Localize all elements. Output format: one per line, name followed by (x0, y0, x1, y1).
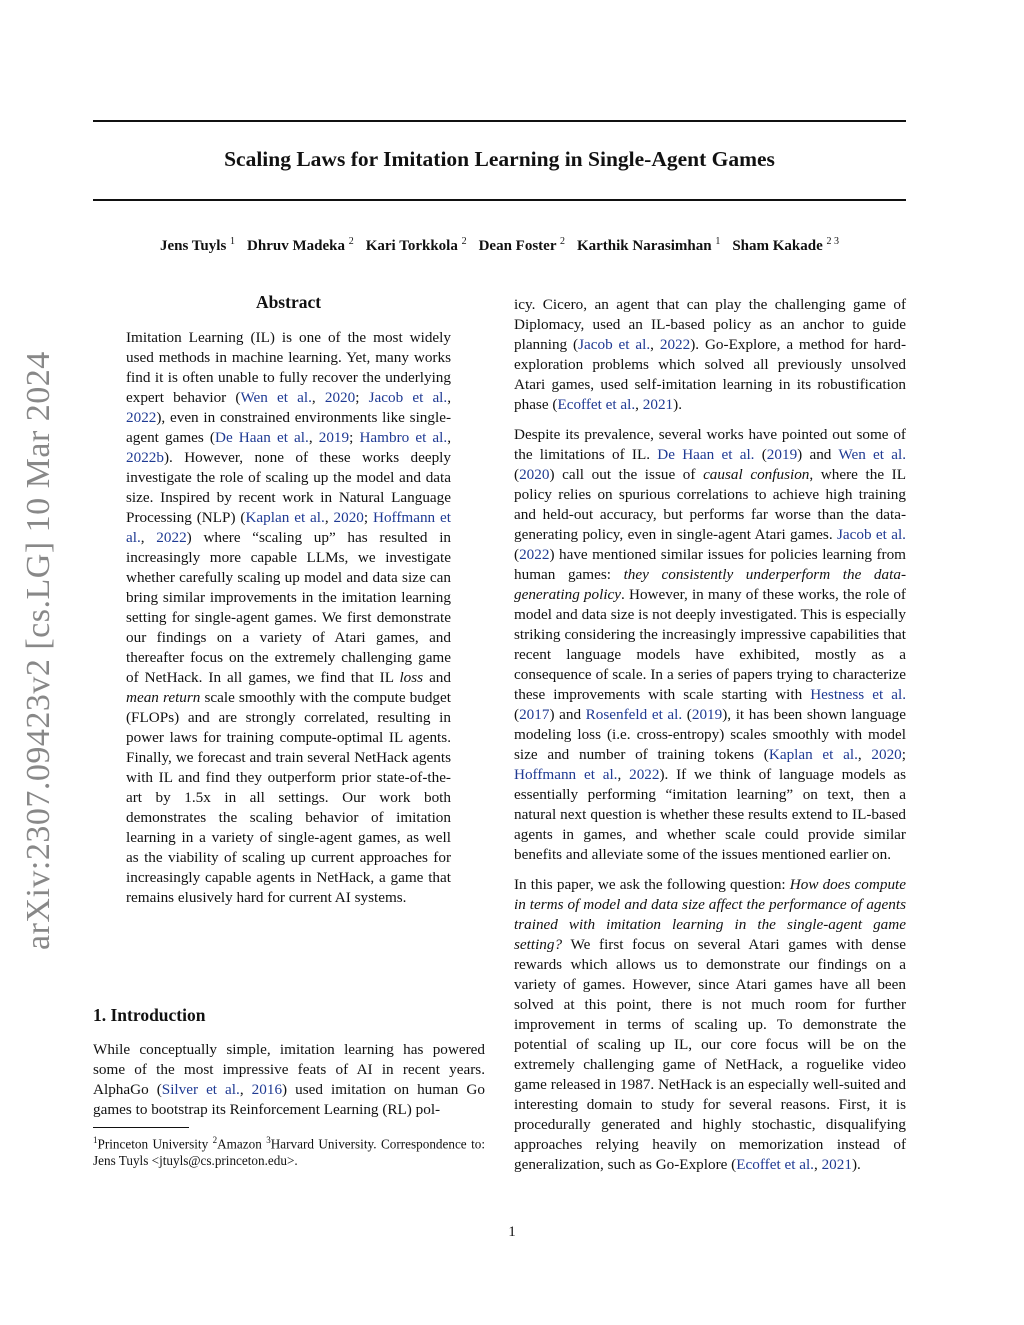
text-run: ). (673, 396, 682, 413)
author-name-text: Dean Foster (478, 238, 557, 254)
author-affiliation-marker: 2 (461, 236, 467, 247)
citation-link[interactable]: 2019 (766, 446, 798, 463)
text-run: We first focus on several Atari games with dense rewards which allows us to demonstrate our findings on a variety of games. However, since Atari games have all been solved at this point, there is not much room for further improvement in terms of scaling up. To demonstrate the potential of scaling up IL, our core focus will be on the extremely challenging game of NetHack, a roguelike video game released in 1987. NetHack is an especially well-suited and interesting domain to study for several reasons. First, it is procedurally generated and highly stochastic, disqualifying approaches relying heavily on memorization instead of generalization, such as Go-Explore ( (514, 936, 906, 1173)
text-run: Despite its prevalence, several works have pointed out some of the limitations of IL. (514, 426, 906, 463)
text-run: , (140, 529, 157, 546)
text-run: , where the IL policy relies on spurious correlations to achieve high training and held-out accuracy, but performs far worse than the data-generating policy, even in single-agent Atari games. (514, 466, 907, 543)
abstract-heading: Abstract (255, 292, 322, 312)
text-run: ; (363, 509, 373, 526)
text-run: ( (514, 706, 520, 723)
citation-link[interactable]: Rosenfeld et al. (585, 706, 683, 723)
citation-link[interactable]: Wen et al. (240, 389, 312, 406)
text-run: , (813, 1156, 822, 1173)
title-bottom-rule (93, 199, 906, 201)
citation-link[interactable]: Hoffmann et al. (514, 766, 618, 783)
text-run: , (447, 389, 451, 406)
text-run: , (308, 429, 319, 446)
text-run: ). If we think of language models as essentially performing “imitation learning” on text, then a natural next question is whether these results extend to IL-based agents in games, and whether scale could provide similar benefits and alleviate some of the issues mentioned earlier on. (514, 766, 907, 863)
introduction-paragraph-2 (514, 295, 906, 415)
introduction-left-column (93, 1040, 485, 1120)
author-list (93, 236, 906, 255)
citation-link[interactable]: 2022 (629, 766, 660, 783)
author-name-text: Sham Kakade (732, 238, 823, 254)
title-top-rule (93, 120, 906, 122)
author-name (479, 238, 565, 254)
text-run: Imitation Learning (IL) is one of the most widely used methods in machine learning. Yet, many works find it is often unable to fully recover the underlying expert behavior ( (126, 329, 451, 406)
citation-link[interactable]: Jacob et al. (578, 336, 651, 353)
text-run: ( (514, 466, 520, 483)
text-run: While conceptually simple, imitation learning has powered some of the most impressive feats of AI in recent years. AlphaGo ( (93, 1041, 485, 1098)
page-number: 1 (508, 1224, 516, 1240)
author-name-text: Dhruv Madeka (247, 238, 345, 254)
author-affiliation-marker: 2 (559, 236, 565, 247)
text-run: , (239, 1081, 252, 1098)
text-run: In this paper, we ask the following question: (514, 876, 790, 893)
citation-link[interactable]: Silver et al. (161, 1081, 240, 1098)
author-name-text: Kari Torkkola (365, 238, 458, 254)
text-run: ( (682, 706, 692, 723)
text-run: ), it has been shown language modeling loss (i.e. cross-entropy) scales smoothly with model size and number of training tokens ( (514, 706, 906, 763)
text-run: . However, in many of these works, the role of model and data size is not deeply investigated. This is especially striking considering the increasingly impressive capabilities that recent language models have exhibited, mostly as a consequence of scale. In a series of papers trying to characterize these improvements with scale starting with (514, 586, 906, 703)
introduction-right-column (514, 295, 906, 1175)
citation-link[interactable]: 2022 (659, 336, 691, 353)
citation-link[interactable]: Kaplan et al. (768, 746, 858, 763)
author-name (247, 238, 354, 254)
citation-link[interactable]: Hestness et al. (810, 686, 906, 703)
emphasized-text: mean return (126, 689, 201, 706)
introduction-paragraph-1 (93, 1040, 485, 1120)
citation-link[interactable]: De Haan et al. (214, 429, 309, 446)
abstract-paragraph (126, 328, 451, 908)
affiliation-footnote (93, 1132, 485, 1169)
emphasized-text: loss (399, 669, 424, 686)
text-run: ). (851, 1156, 861, 1173)
citation-link[interactable]: Ecoffet et al. (557, 396, 636, 413)
affiliation-harvard-correspondence: Harvard University. Correspondence to: Jens Tuyls <jtuyls@cs.princeton.edu>. (93, 1136, 486, 1169)
citation-link[interactable]: Kaplan et al. (245, 509, 325, 526)
text-run: , (635, 396, 643, 413)
citation-link[interactable]: Hoffmann et al. (126, 509, 451, 546)
citation-link[interactable]: 2022b (126, 449, 164, 466)
citation-link[interactable]: 2017 (519, 706, 550, 723)
paper-title: Scaling Laws for Imitation Learning in Single-Agent Games (224, 147, 775, 171)
text-run: ) call out the issue of (549, 466, 704, 483)
citation-link[interactable]: 2020 (519, 466, 550, 483)
arxiv-identifier-stamp: arXiv:2307.09423v2 [cs.LG] 10 Mar 2024 (20, 351, 57, 950)
text-run: ). Go-Explore, a method for hard-exploration problems which solved all previously unsolved Atari games, used self-imitation learning in its robustification phase ( (514, 336, 906, 413)
footnote-rule (93, 1127, 189, 1128)
citation-link[interactable]: 2019 (318, 429, 350, 446)
footnote-marker-1: 1 (93, 1135, 98, 1145)
footnote-marker-2: 2 (212, 1135, 218, 1145)
author-name-text: Jens Tuyls (159, 238, 227, 254)
citation-link[interactable]: 2021 (642, 396, 674, 413)
emphasized-text: How does compute in terms of model and data size affect the performance of agents trained with imitation learning in the single-agent game setting? (514, 876, 906, 953)
citation-link[interactable]: 2020 (333, 509, 364, 526)
emphasized-text: they consistently underperform the data-generating policy (514, 566, 906, 603)
author-name (732, 238, 839, 254)
introduction-heading: 1. Introduction (93, 1005, 206, 1025)
footnote-marker-3: 3 (266, 1135, 271, 1145)
citation-link[interactable]: Ecoffet et al. (736, 1156, 814, 1173)
text-run: icy. Cicero, an agent that can play the challenging game of Diplomacy, used an IL-based policy as an anchor to guide planning ( (514, 296, 906, 353)
abstract-body (126, 328, 451, 908)
introduction-paragraph-3 (514, 425, 906, 865)
citation-link[interactable]: 2020 (871, 746, 902, 763)
author-name-text: Karthik Narasimhan (576, 238, 712, 254)
author-affiliation-marker: 1 (715, 236, 721, 247)
text-run: , (650, 336, 660, 353)
text-run: , (617, 766, 630, 783)
citation-link[interactable]: De Haan et al. (657, 446, 755, 463)
text-run: , (857, 746, 872, 763)
affiliation-amazon: Amazon (217, 1136, 262, 1152)
text-run: ) where “scaling up” has resulted in increasingly more capable LLMs, we investigate whether carefully scaling up model and data size can bring similar improvements in the imitation learning setting for single-agent games. We first demonstrate our findings on a variety of Atari games, and thereafter focus on the extremely challenging game of NetHack. In all games, we find that IL (126, 529, 452, 686)
text-run: ) used imitation on human Go games to bootstrap its Reinforcement Learning (RL) pol- (93, 1081, 485, 1118)
emphasized-text: causal confusion (703, 466, 810, 483)
text-run: ) have mentioned similar issues for policies learning from human games: (514, 546, 906, 583)
citation-link[interactable]: 2022 (126, 409, 157, 426)
text-run: ) and (549, 706, 586, 723)
author-affiliation-marker: 2 3 (826, 236, 840, 247)
text-run: ). However, none of these works deeply investigate the role of scaling up the model and data size. Inspired by recent work in Natural Language Processing (NLP) ( (126, 449, 451, 526)
author-name (160, 238, 235, 254)
text-run: and (423, 669, 451, 686)
citation-link[interactable]: Hambro et al. (359, 429, 448, 446)
text-run: ; (355, 389, 369, 406)
text-run: ; (349, 429, 360, 446)
text-run: , (447, 429, 451, 446)
text-run: , (311, 389, 325, 406)
author-name (366, 238, 467, 254)
citation-link[interactable]: Wen et al. (838, 446, 907, 463)
citation-link[interactable]: 2016 (251, 1081, 283, 1098)
citation-link[interactable]: Jacob et al. (836, 526, 906, 543)
citation-link[interactable]: Jacob et al. (368, 389, 448, 406)
text-run: ( (514, 546, 520, 563)
citation-link[interactable]: 2022 (156, 529, 187, 546)
text-run: ( (754, 446, 767, 463)
text-run: ), even in constrained environments like single-agent games ( (126, 409, 451, 446)
author-affiliation-marker: 2 (348, 236, 354, 247)
text-run: , (324, 509, 334, 526)
citation-link[interactable]: 2020 (324, 389, 356, 406)
citation-link[interactable]: 2021 (821, 1156, 852, 1173)
citation-link[interactable]: 2022 (519, 546, 550, 563)
affiliation-princeton: Princeton University (97, 1136, 209, 1152)
citation-link[interactable]: 2019 (691, 706, 723, 723)
text-run: scale smoothly with the compute budget (FLOPs) and are strongly correlated, resulting in power laws for training compute-optimal IL agents. Finally, we forecast and train several NetHack agents with IL and find they outperform prior state-of-the-art by 1.5x in all settings. Our work both demonstrates the scaling behavior of imitation learning in a variety of single-agent games, as well as the viability of scaling up current approaches for increasingly capable agents in NetHack, a game that remains elusively hard for current AI systems. (126, 689, 451, 906)
author-affiliation-marker: 1 (230, 236, 236, 247)
text-run: ) and (797, 446, 839, 463)
text-run: ; (901, 746, 906, 763)
introduction-paragraph-4 (514, 875, 906, 1175)
author-name (577, 238, 720, 254)
